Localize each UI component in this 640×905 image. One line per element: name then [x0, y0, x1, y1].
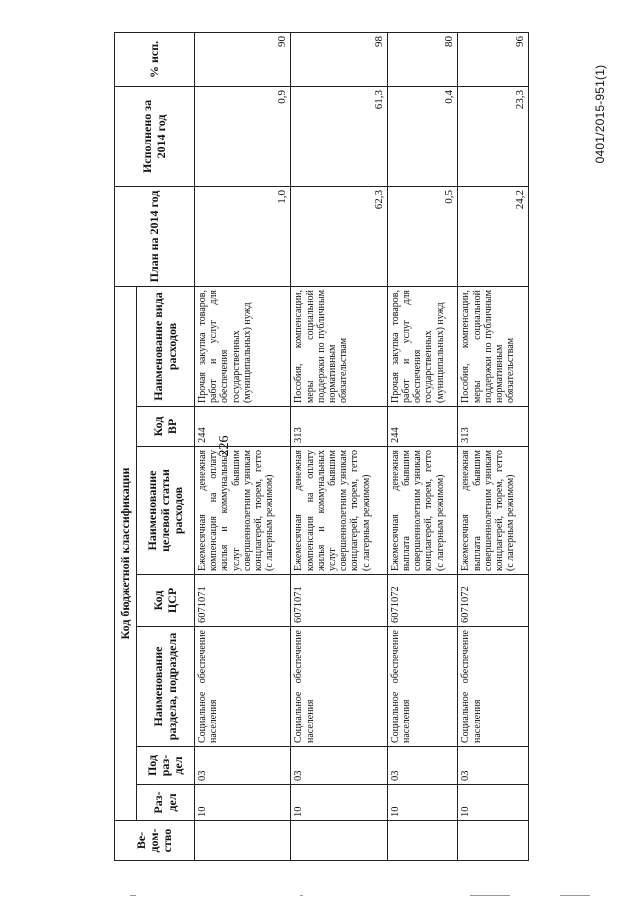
budget-table [114, 32, 529, 861]
cell-naim-razdela: Социальное обеспечение населения [291, 627, 387, 747]
cell-kod-vr: 244 [195, 407, 291, 447]
cell-razdel: 10 [195, 785, 291, 821]
cell-vedomstvo [458, 821, 529, 861]
header-naim-vr: Наименование вида расходов [137, 286, 195, 406]
cell-naim-razdela: Социальное обеспечение населения [458, 627, 529, 747]
cell-kod-vr: 313 [458, 407, 529, 447]
scan-speck [470, 895, 510, 896]
cell-plan: 24,2 [458, 186, 529, 286]
header-naim-csr: Наименование целевой статьи расходов [137, 447, 195, 575]
table-header [115, 32, 195, 860]
cell-plan: 1,0 [195, 186, 291, 286]
cell-razdel: 10 [387, 785, 458, 821]
cell-naim-csr: Ежемесячная денежная выплата бывшим совершеннолетним узникам концлагерей, тюрем, гетто (с лагерным режимом) [458, 447, 529, 575]
cell-kod-vr: 313 [291, 407, 387, 447]
table-row [458, 32, 529, 860]
landscape-sheet [114, 33, 529, 861]
cell-podrazdel: 03 [458, 747, 529, 785]
table-row [195, 32, 291, 860]
scan-speck [560, 895, 590, 896]
cell-kod-csr: 6071072 [458, 575, 529, 627]
cell-kod-csr: 6071072 [387, 575, 458, 627]
cell-naim-vr: Пособия, компенсации, меры социальной поддержки по публичным нормативным обязательствам [291, 286, 387, 406]
cell-percent: 80 [387, 32, 458, 86]
cell-percent: 98 [291, 32, 387, 86]
table-row [387, 32, 458, 860]
cell-ispolneno: 61,3 [291, 86, 387, 186]
cell-podrazdel: 03 [195, 747, 291, 785]
table-body [195, 32, 529, 860]
cell-vedomstvo [387, 821, 458, 861]
document-code: 0401/2015-951(1) [593, 64, 607, 164]
scan-artifacts [0, 895, 640, 899]
cell-naim-csr: Ежемесячная денежная компенсация на оплату жилья и коммунальных услуг бывшим совершеннолетним узникам концлагерей, тюрем, гетто (с лагерным режимом) [195, 447, 291, 575]
cell-ispolneno: 0,9 [195, 86, 291, 186]
cell-naim-razdela: Социальное обеспечение населения [387, 627, 458, 747]
header-vedomstvo: Ве-дом-ство [115, 821, 195, 861]
rotated-table-area [114, 33, 529, 861]
cell-naim-vr: Прочая закупка товаров, работ и услуг для обеспечения государственных (муниципальных) нужд [387, 286, 458, 406]
cell-naim-csr: Ежемесячная денежная компенсация на оплату жилья и коммунальных услуг бывшим совершеннолетним узникам концлагерей, тюрем, гетто (с лагерным режимом) [291, 447, 387, 575]
scan-speck [300, 895, 303, 896]
header-plan: План на 2014 год [115, 186, 195, 286]
cell-razdel: 10 [291, 785, 387, 821]
cell-percent: 96 [458, 32, 529, 86]
header-kod-csr: Код ЦСР [137, 575, 195, 627]
cell-razdel: 10 [458, 785, 529, 821]
table-row [291, 32, 387, 860]
header-ispolneno: Исполнено за 2014 год [115, 86, 195, 186]
cell-vedomstvo [195, 821, 291, 861]
header-group-classification: Код бюджетной классификации [115, 286, 137, 820]
cell-vedomstvo [291, 821, 387, 861]
cell-plan: 0,5 [387, 186, 458, 286]
cell-naim-vr: Пособия, компенсации, меры социальной поддержки по публичным нормативным обязательствам [458, 286, 529, 406]
header-razdel: Раз-дел [137, 785, 195, 821]
cell-ispolneno: 23,3 [458, 86, 529, 186]
header-naim-razdela: Наименование раздела, подраздела [137, 627, 195, 747]
header-percent: % исп. [115, 32, 195, 86]
cell-percent: 90 [195, 32, 291, 86]
header-podrazdel: Под раз-дел [137, 747, 195, 785]
cell-podrazdel: 03 [387, 747, 458, 785]
cell-ispolneno: 0,4 [387, 86, 458, 186]
cell-naim-csr: Ежемесячная денежная выплата бывшим совершеннолетним узникам концлагерей, тюрем, гетто (с лагерным режимом) [387, 447, 458, 575]
header-kod-vr: Код ВР [137, 407, 195, 447]
cell-plan: 62,3 [291, 186, 387, 286]
cell-podrazdel: 03 [291, 747, 387, 785]
cell-naim-razdela: Социальное обеспечение населения [195, 627, 291, 747]
cell-naim-vr: Прочая закупка товаров, работ и услуг для обеспечения государственных (муниципальных) нужд [195, 286, 291, 406]
cell-kod-csr: 6071071 [195, 575, 291, 627]
cell-kod-csr: 6071071 [291, 575, 387, 627]
page-number: 226 [217, 435, 232, 457]
scan-speck [130, 895, 136, 896]
cell-kod-vr: 244 [387, 407, 458, 447]
